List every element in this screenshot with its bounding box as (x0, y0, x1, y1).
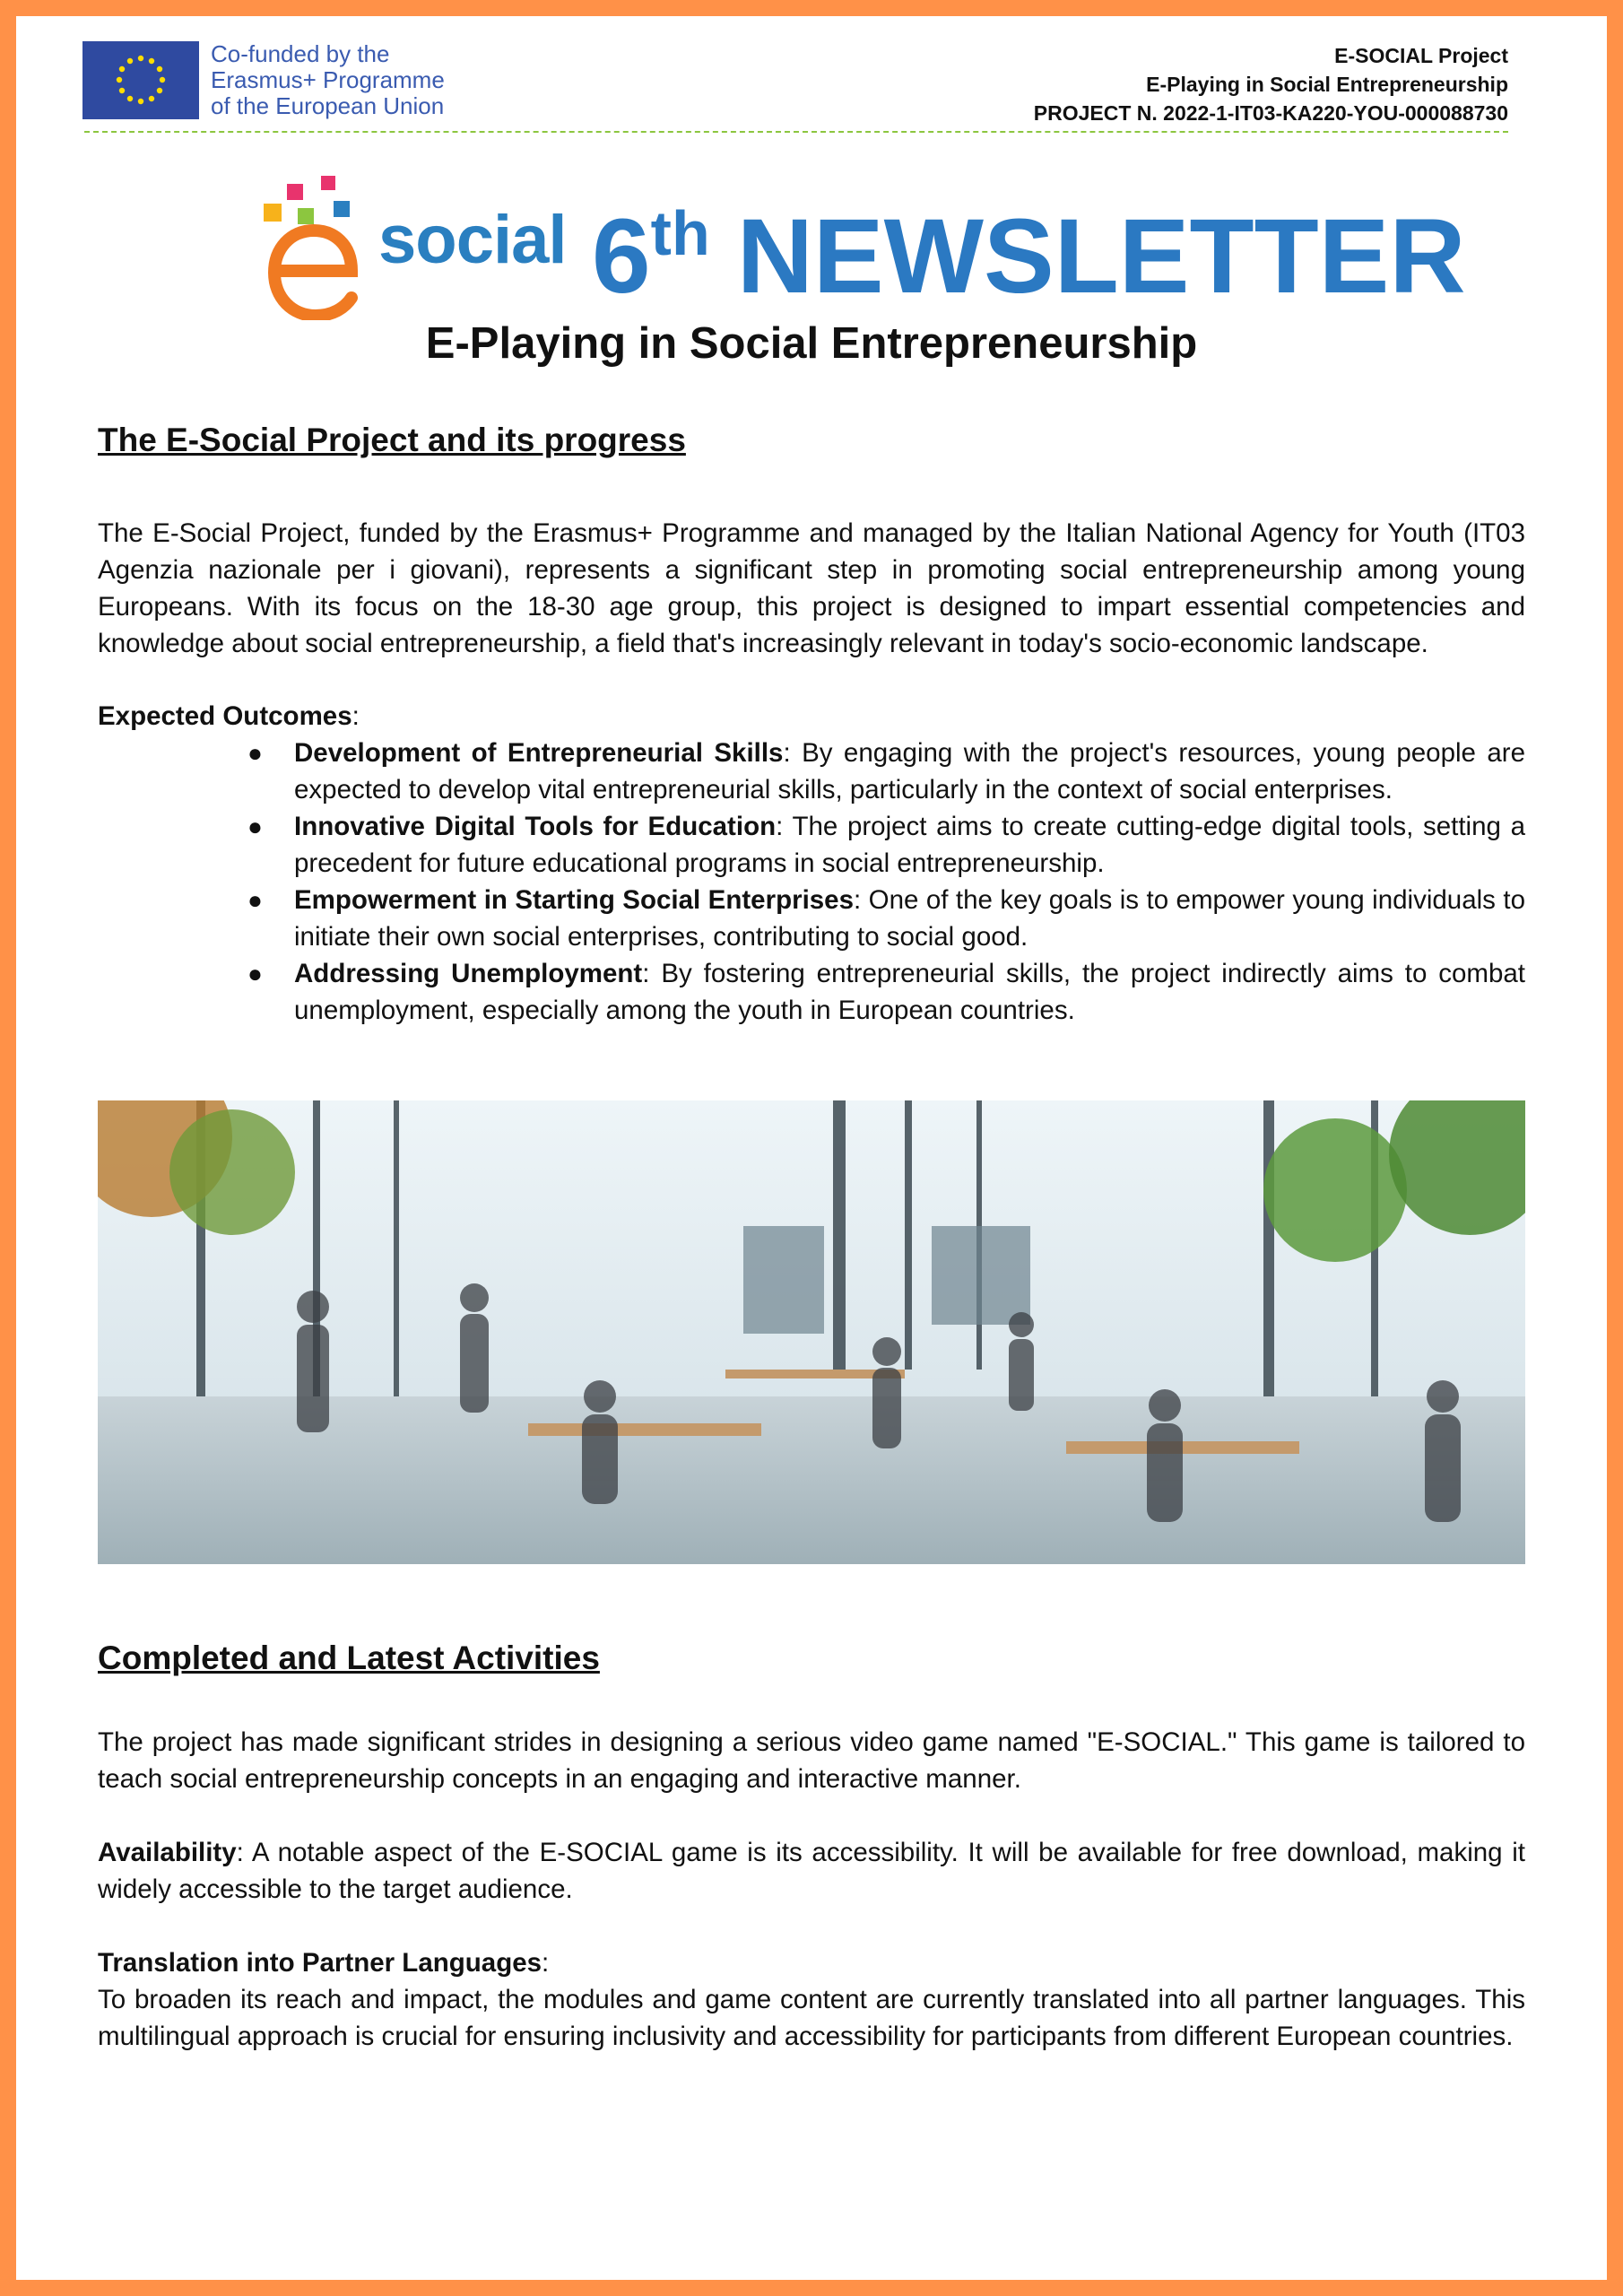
translation-label-line: Translation into Partner Languages: (98, 1948, 550, 1978)
outcome-title: Innovative Digital Tools for Education (294, 812, 777, 841)
bullet-icon: ● (247, 886, 263, 914)
section-heading: The E-Social Project and its progress (98, 422, 686, 458)
outcome-text: : By engaging with the project's resources, young people are expected to develop vital entrepreneurial skills, particularly in the context of social enterprises. (294, 738, 1525, 804)
list-item (98, 882, 1525, 955)
eu-line-2: Erasmus+ Programme (211, 66, 445, 93)
project-info (1034, 41, 1508, 127)
outcomes-label: Expected Outcomes: (98, 701, 360, 731)
issue-suffix: th (650, 198, 710, 268)
eu-flag-icon (82, 41, 199, 119)
translation-paragraph: To broaden its reach and impact, the modules and game content are currently translated into all partner languages. This multilingual approach is crucial for ensuring inclusivity and accessibility for participants from different European countries. (98, 1985, 1525, 2051)
esocial-logo (244, 154, 567, 320)
outcome-title: Empowerment in Starting Social Enterprises (294, 885, 854, 915)
activities-intro-paragraph: The project has made significant strides in designing a serious video game named "E-SOCIAL." This game is tailored to teach social entrepreneurship concepts in an engaging and interactive manner. (98, 1727, 1525, 1794)
outcome-title: Development of Entrepreneurial Skills (294, 738, 784, 768)
project-subtitle: E-Playing in Social Entrepreneurship (1146, 73, 1508, 96)
availability-paragraph (98, 1834, 1525, 1908)
list-item (98, 955, 1525, 1029)
issue-number: 6 (592, 197, 651, 316)
bullet-icon: ● (247, 739, 263, 767)
bullet-icon: ● (247, 813, 263, 840)
page-subtitle: E-Playing in Social Entrepreneurship (425, 319, 1198, 368)
project-number: PROJECT N. 2022-1-IT03-KA220-YOU-000088730 (1033, 101, 1508, 125)
logo-wordmark: social (378, 202, 567, 278)
project-intro-paragraph: The E-Social Project, funded by the Erasmus+ Programme and managed by the Italian National Agency for Youth (IT03 Agenzia nazionale per i giovani), represents a significant step in promoting social entrepreneurship among young Europeans. With its focus on the 18-30 age group, this project is designed to impart essential competencies and knowledge about social entrepreneurship, a field that's increasingly relevant in today's socio-economic landscape. (98, 518, 1525, 658)
section-heading: Completed and Latest Activities (98, 1639, 600, 1676)
bullet-icon: ● (247, 960, 263, 987)
availability-label: Availability (98, 1838, 237, 1867)
esocial-logo-icon (244, 154, 387, 320)
header-divider (84, 131, 1508, 133)
outcomes-block (98, 698, 1525, 1029)
outcome-text: : One of the key goals is to empower young individuals to initiate their own social enterprises, contributing to social good. (294, 885, 1525, 952)
page-header (82, 25, 1508, 133)
outcome-text: : The project aims to create cutting-edge digital tools, setting a precedent for future educational programs in social entrepreneurship. (294, 812, 1525, 878)
eu-line-1: Co-funded by the (211, 40, 390, 67)
section-activities (98, 1639, 1525, 1677)
list-item (98, 735, 1525, 808)
newsletter-word: NEWSLETTER (736, 197, 1466, 316)
translation-label: Translation into Partner Languages (98, 1948, 542, 1978)
outcome-title: Addressing Unemployment (294, 959, 643, 988)
list-item (98, 808, 1525, 882)
outcomes-list (98, 735, 1525, 1029)
newsletter-title (592, 175, 1466, 315)
coworking-illustration (98, 1100, 1525, 1564)
outcome-text: : By fostering entrepreneurial skills, the project indirectly aims to combat unemployment, especially among the youth in European countries. (294, 959, 1525, 1025)
section2-body (98, 1724, 1525, 2055)
section1-body (98, 515, 1525, 662)
project-name: E-SOCIAL Project (1334, 44, 1508, 67)
eu-funding-text (211, 41, 480, 119)
outcomes-label-text: Expected Outcomes (98, 701, 352, 731)
section-project-progress (98, 422, 1525, 459)
availability-text: : A notable aspect of the E-SOCIAL game is its accessibility. It will be available for free download, making it widely accessible to the target audience. (98, 1838, 1525, 1904)
eu-line-3: of the European Union (211, 92, 445, 119)
